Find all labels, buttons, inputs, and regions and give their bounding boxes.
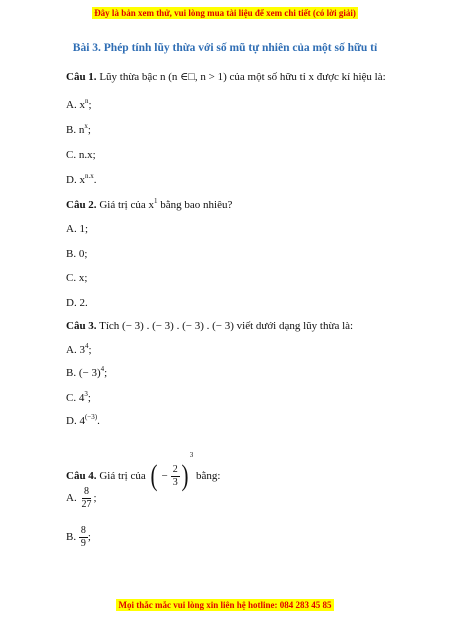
fraction-numerator: 8	[80, 524, 86, 536]
question-text: Tích (− 3) . (− 3) . (− 3) . (− 3) viết dưới dạng lũy thừa là:	[99, 320, 354, 332]
question-text-pre: Giá trị của	[99, 470, 146, 482]
q1-option-d	[66, 173, 96, 187]
option-punct: ;	[88, 99, 92, 111]
option-punct: ;	[87, 124, 91, 136]
question-2	[66, 198, 232, 212]
option-exponent: n.x	[84, 172, 94, 180]
fraction-denominator: 3	[172, 476, 178, 488]
option-exponent: 4	[84, 342, 89, 350]
option-exponent: 4	[100, 365, 105, 373]
question-3	[66, 319, 353, 333]
fraction-denominator: 9	[80, 537, 86, 549]
fraction	[171, 464, 180, 489]
q2-option-b: B. 0;	[66, 248, 88, 260]
q2-option-c: C. x;	[66, 272, 88, 284]
left-paren: (	[150, 459, 157, 493]
option-punct: .	[93, 174, 97, 186]
option-exponent: (−3)	[84, 413, 98, 421]
question-label: Câu 2.	[66, 199, 97, 211]
q4-option-a	[66, 483, 97, 513]
question-text-post: bằng bao nhiêu?	[157, 199, 233, 211]
q3-option-b	[66, 366, 107, 380]
fraction	[79, 525, 88, 550]
option-text: D. 4	[66, 415, 85, 427]
q3-option-a	[66, 343, 92, 357]
preview-notice-text: Đây là bản xem thử, vui lòng mua tài liệu để xem chi tiết (có lời giải)	[94, 8, 356, 18]
option-text: D. x	[66, 174, 85, 186]
q4-option-b	[66, 522, 91, 552]
question-label: Câu 4.	[66, 470, 97, 482]
option-punct: ;	[87, 531, 91, 543]
question-label: Câu 3.	[66, 320, 97, 332]
q2-option-d: D. 2.	[66, 297, 88, 309]
question-1	[66, 70, 386, 84]
option-text: B.	[66, 531, 77, 543]
q1-option-c: C. n.x;	[66, 149, 96, 161]
option-punct: ;	[93, 492, 97, 504]
fraction-denominator: 27	[81, 498, 92, 510]
hotline-text: Mọi thắc mắc vui lòng xin liên hệ hotline: 084 283 45 85	[118, 600, 332, 610]
option-exponent: 3	[84, 390, 88, 398]
option-text: A. x	[66, 99, 85, 111]
q3-option-d	[66, 414, 100, 428]
question-label: Câu 1.	[66, 71, 97, 83]
option-text: C. 4	[66, 392, 85, 404]
right-paren: )	[181, 459, 189, 493]
preview-notice-banner	[0, 8, 450, 18]
option-punct: ;	[88, 344, 92, 356]
power-exponent: 3	[189, 451, 194, 459]
option-punct: .	[97, 415, 100, 427]
option-exponent: x	[84, 122, 88, 130]
option-text: A.	[66, 492, 77, 504]
option-text: B. n	[66, 124, 85, 136]
question-text-pre: Giá trị của x	[99, 199, 154, 211]
question-text: Lũy thừa bậc n (n ∈□, n > 1) của một số hữu tỉ x được kí hiệu là:	[99, 71, 386, 83]
option-punct: ;	[87, 392, 91, 404]
question-text-post: bằng:	[195, 470, 221, 482]
q1-option-a	[66, 98, 92, 112]
q2-option-a: A. 1;	[66, 223, 88, 235]
q1-option-b	[66, 123, 91, 137]
option-punct: ;	[104, 367, 108, 379]
q3-option-c	[66, 391, 91, 405]
lesson-title: Bài 3. Phép tính lũy thừa với số mũ tự nhiên của một số hữu tỉ	[72, 42, 378, 54]
fraction-numerator: 8	[83, 485, 89, 497]
fraction-numerator: 2	[172, 463, 178, 475]
hotline-footer	[0, 600, 450, 610]
minus-sign: −	[161, 470, 168, 482]
option-text: A. 3	[66, 344, 85, 356]
option-exponent: n	[84, 97, 89, 105]
question-exponent: 1	[154, 197, 158, 205]
fraction	[79, 486, 93, 511]
option-text: B. (− 3)	[66, 367, 101, 379]
